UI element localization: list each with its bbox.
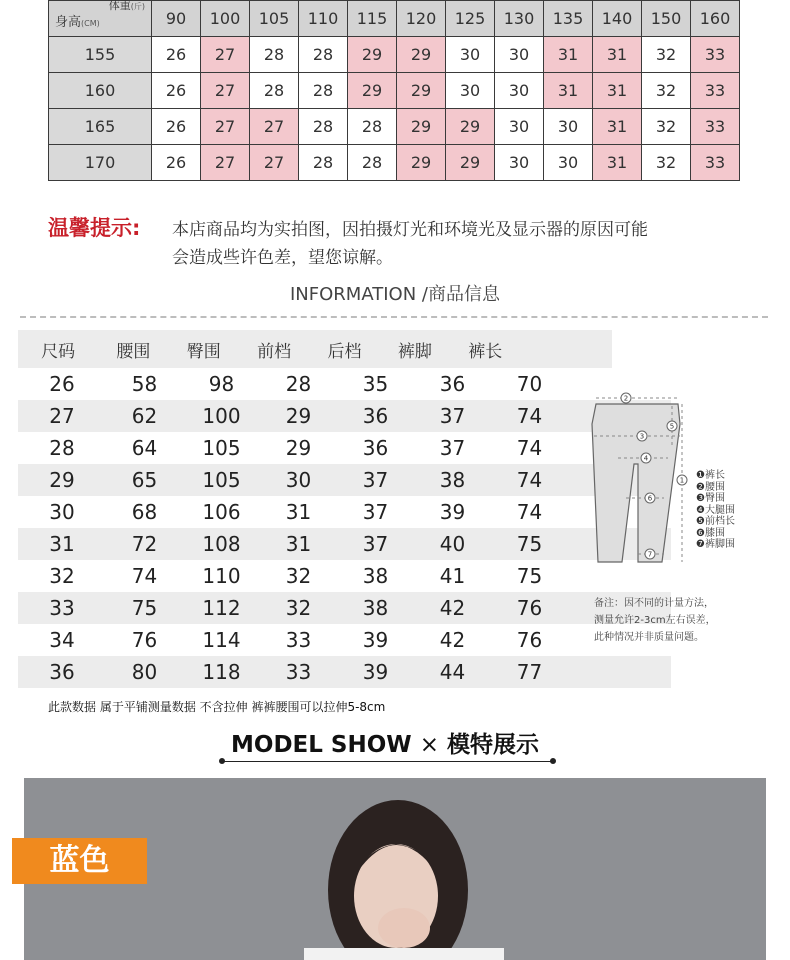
size-cell: 30: [495, 109, 544, 145]
measurement-cell: 34: [18, 624, 106, 656]
size-table-corner: [49, 1, 152, 37]
measurement-cell: 35: [337, 368, 414, 400]
measurement-header-row: [18, 330, 790, 368]
marker-5: 5: [669, 422, 675, 431]
measurement-cell: 112: [183, 592, 260, 624]
measurement-cell: 36: [414, 368, 491, 400]
size-cell: 26: [152, 73, 201, 109]
measurement-note: [594, 595, 716, 646]
size-cell: 29: [446, 109, 495, 145]
marker-4: 4: [643, 454, 649, 463]
measurement-cell: 30: [260, 464, 337, 496]
measurement-cell: 65: [106, 464, 183, 496]
measurement-cell: 29: [260, 432, 337, 464]
measurement-cell: 75: [491, 560, 568, 592]
marker-7: 7: [647, 550, 653, 559]
size-table-row: [49, 109, 740, 145]
size-cell: 33: [691, 109, 740, 145]
measurement-cell: 68: [106, 496, 183, 528]
marker-6: 6: [647, 494, 653, 503]
legend-item: ❶裤长: [696, 470, 725, 481]
model-show-separator: ×: [419, 732, 439, 758]
measurement-cell: 41: [414, 560, 491, 592]
size-cell: 30: [495, 37, 544, 73]
weight-header-cell: 160: [691, 1, 740, 37]
size-cell: 27: [201, 73, 250, 109]
measurement-cell: 33: [260, 656, 337, 688]
measurement-body: [18, 368, 671, 688]
note-line: 此种情况并非质量问题。: [594, 632, 704, 643]
measurement-cell: 36: [18, 656, 106, 688]
column-header: 裤脚: [380, 330, 450, 368]
legend-item: ❼裤脚围: [696, 539, 735, 550]
legend-item: ❷腰围: [696, 481, 725, 493]
underline-dot-left: [219, 758, 225, 764]
measurement-cell: 105: [183, 432, 260, 464]
measurement-row: [18, 464, 671, 496]
column-header: 裤长: [450, 330, 520, 368]
measurement-cell: 114: [183, 624, 260, 656]
measurement-cell: 105: [183, 464, 260, 496]
information-heading: INFORMATION /商品信息: [290, 284, 500, 305]
note-line: 备注：因不同的计量方法，: [594, 598, 714, 609]
measurement-cell: 39: [414, 496, 491, 528]
size-cell: 27: [250, 109, 299, 145]
measurement-row-filler: [568, 656, 671, 688]
measurement-cell: 74: [491, 400, 568, 432]
measurement-cell: 38: [414, 464, 491, 496]
size-cell: 30: [544, 145, 593, 181]
weight-header-cell: 100: [201, 1, 250, 37]
measurement-cell: 32: [260, 592, 337, 624]
notice-line-1: 本店商品均为实拍图，因拍摄灯光和环境光及显示器的原因可能: [172, 220, 648, 240]
size-cell: 33: [691, 37, 740, 73]
measurement-cell: 26: [18, 368, 106, 400]
measurement-cell: 28: [18, 432, 106, 464]
measurement-cell: 106: [183, 496, 260, 528]
size-cell: 26: [152, 145, 201, 181]
size-cell: 31: [593, 145, 642, 181]
height-axis-label: 身高(CM): [55, 15, 100, 30]
size-table-row: [49, 73, 740, 109]
size-cell: 29: [348, 37, 397, 73]
measurement-cell: 33: [260, 624, 337, 656]
model-show-heading: [0, 726, 770, 759]
measurement-cell: 76: [106, 624, 183, 656]
size-recommendation-table: [48, 0, 740, 181]
measurement-cell: 58: [106, 368, 183, 400]
diagram-legend: [696, 470, 735, 551]
size-cell: 26: [152, 109, 201, 145]
weight-header-cell: 105: [250, 1, 299, 37]
weight-axis-label: 体重(斤): [108, 0, 145, 12]
pants-measurement-diagram: [582, 384, 762, 574]
header-filler: [520, 330, 612, 368]
measurement-cell: 36: [337, 400, 414, 432]
measurement-cell: 39: [337, 656, 414, 688]
weight-header-cell: 135: [544, 1, 593, 37]
measurement-cell: 31: [260, 528, 337, 560]
legend-item: ❹大腿围: [696, 504, 735, 516]
measurement-cell: 74: [491, 432, 568, 464]
note-line: 测量允许2-3cm左右误差，: [594, 615, 716, 626]
measurement-row: [18, 624, 671, 656]
notice-line-2: 会造成些许色差，望您谅解。: [172, 248, 393, 268]
size-cell: 33: [691, 73, 740, 109]
size-cell: 31: [544, 73, 593, 109]
measurement-cell: 100: [183, 400, 260, 432]
measurement-row: [18, 592, 671, 624]
legend-item: ❻膝围: [696, 527, 725, 539]
measurement-cell: 37: [337, 528, 414, 560]
weight-header-cell: 140: [593, 1, 642, 37]
underline-dot-right: [550, 758, 556, 764]
measurement-cell: 77: [491, 656, 568, 688]
weight-header-cell: 125: [446, 1, 495, 37]
column-header: 腰围: [98, 330, 168, 368]
measurement-table: [18, 330, 790, 368]
size-cell: 30: [446, 37, 495, 73]
height-row-header: 155: [49, 37, 152, 73]
size-cell: 29: [397, 37, 446, 73]
size-table-header-row: [49, 1, 740, 37]
size-cell: 27: [250, 145, 299, 181]
measurement-cell: 108: [183, 528, 260, 560]
measurement-row: [18, 432, 671, 464]
marker-3: 3: [639, 432, 645, 441]
size-cell: 27: [201, 37, 250, 73]
column-header: 臀围: [169, 330, 239, 368]
size-cell: 28: [250, 37, 299, 73]
measurement-cell: 72: [106, 528, 183, 560]
measurement-row: [18, 560, 671, 592]
column-header: 前档: [239, 330, 309, 368]
measurement-cell: 31: [260, 496, 337, 528]
size-table-row: [49, 37, 740, 73]
measurement-cell: 75: [491, 528, 568, 560]
measurement-cell: 36: [337, 432, 414, 464]
size-cell: 28: [299, 109, 348, 145]
marker-2: 2: [623, 394, 629, 403]
measurement-cell: 29: [260, 400, 337, 432]
heading-underline: [222, 761, 555, 762]
notice-title: 温馨提示:: [48, 216, 141, 240]
measurement-cell: 42: [414, 592, 491, 624]
measurement-cell: 38: [337, 560, 414, 592]
model-show-en: MODEL SHOW: [231, 732, 412, 758]
size-cell: 32: [642, 109, 691, 145]
model-show-cn: 模特展示: [446, 732, 539, 758]
measurement-cell: 31: [18, 528, 106, 560]
size-cell: 26: [152, 37, 201, 73]
measurement-cell: 44: [414, 656, 491, 688]
measurement-cell: 110: [183, 560, 260, 592]
size-cell: 27: [201, 145, 250, 181]
size-cell: 31: [593, 37, 642, 73]
column-header: 后档: [309, 330, 379, 368]
measurement-cell: 76: [491, 592, 568, 624]
size-cell: 30: [544, 109, 593, 145]
measurement-cell: 75: [106, 592, 183, 624]
measurement-cell: 74: [491, 496, 568, 528]
size-cell: 30: [495, 145, 544, 181]
measurement-cell: 28: [260, 368, 337, 400]
measurement-cell: 27: [18, 400, 106, 432]
measurement-cell: 98: [183, 368, 260, 400]
measurement-row: [18, 496, 671, 528]
measurement-cell: 70: [491, 368, 568, 400]
measurement-cell: 118: [183, 656, 260, 688]
size-cell: 29: [397, 109, 446, 145]
size-cell: 28: [250, 73, 299, 109]
legend-item: ❺前档长: [696, 516, 735, 527]
size-cell: 31: [593, 73, 642, 109]
size-cell: 31: [544, 37, 593, 73]
measurement-cell: 37: [337, 464, 414, 496]
measurement-cell: 62: [106, 400, 183, 432]
dashed-divider: [20, 316, 768, 318]
size-table-row: [49, 145, 740, 181]
size-cell: 31: [593, 109, 642, 145]
measurement-cell: 37: [337, 496, 414, 528]
measurement-cell: 74: [491, 464, 568, 496]
measurement-cell: 40: [414, 528, 491, 560]
size-cell: 32: [642, 73, 691, 109]
measurement-row: [18, 656, 671, 688]
size-cell: 28: [299, 73, 348, 109]
size-cell: 27: [201, 109, 250, 145]
size-cell: 28: [348, 145, 397, 181]
height-row-header: 170: [49, 145, 152, 181]
measurement-cell: 74: [106, 560, 183, 592]
legend-item: ❸臀围: [696, 493, 725, 504]
measurement-cell: 32: [18, 560, 106, 592]
measurement-cell: 38: [337, 592, 414, 624]
size-cell: 32: [642, 37, 691, 73]
weight-header-cell: 110: [299, 1, 348, 37]
measurement-cell: 32: [260, 560, 337, 592]
measurement-cell: 33: [18, 592, 106, 624]
measurement-cell: 80: [106, 656, 183, 688]
measurement-row: [18, 400, 671, 432]
weight-header-cell: 130: [495, 1, 544, 37]
size-cell: 30: [495, 73, 544, 109]
measurement-cell: 30: [18, 496, 106, 528]
height-row-header: 165: [49, 109, 152, 145]
size-cell: 29: [397, 73, 446, 109]
size-cell: 28: [348, 109, 397, 145]
measurement-cell: 37: [414, 400, 491, 432]
size-cell: 28: [299, 37, 348, 73]
size-cell: 29: [397, 145, 446, 181]
marker-1: 1: [679, 476, 685, 485]
weight-header-cell: 150: [642, 1, 691, 37]
measurement-cell: 76: [491, 624, 568, 656]
size-cell: 29: [348, 73, 397, 109]
measurement-cell: 64: [106, 432, 183, 464]
size-cell: 29: [446, 145, 495, 181]
measurement-cell: 39: [337, 624, 414, 656]
column-header: 尺码: [18, 330, 98, 368]
size-cell: 30: [446, 73, 495, 109]
measurement-footnote: 此款数据 属于平铺测量数据 不含拉伸 裤裤腰围可以拉伸5-8cm: [48, 700, 386, 714]
measurement-cell: 29: [18, 464, 106, 496]
measurement-row: [18, 368, 671, 400]
measurement-cell: 42: [414, 624, 491, 656]
size-cell: 28: [299, 145, 348, 181]
weight-header-cell: 115: [348, 1, 397, 37]
weight-header-cell: 90: [152, 1, 201, 37]
height-row-header: 160: [49, 73, 152, 109]
header-blank: [612, 330, 790, 368]
color-label-tag: 蓝色: [12, 838, 147, 884]
size-cell: 33: [691, 145, 740, 181]
measurement-row: [18, 528, 671, 560]
weight-header-cell: 120: [397, 1, 446, 37]
size-cell: 32: [642, 145, 691, 181]
measurement-cell: 37: [414, 432, 491, 464]
